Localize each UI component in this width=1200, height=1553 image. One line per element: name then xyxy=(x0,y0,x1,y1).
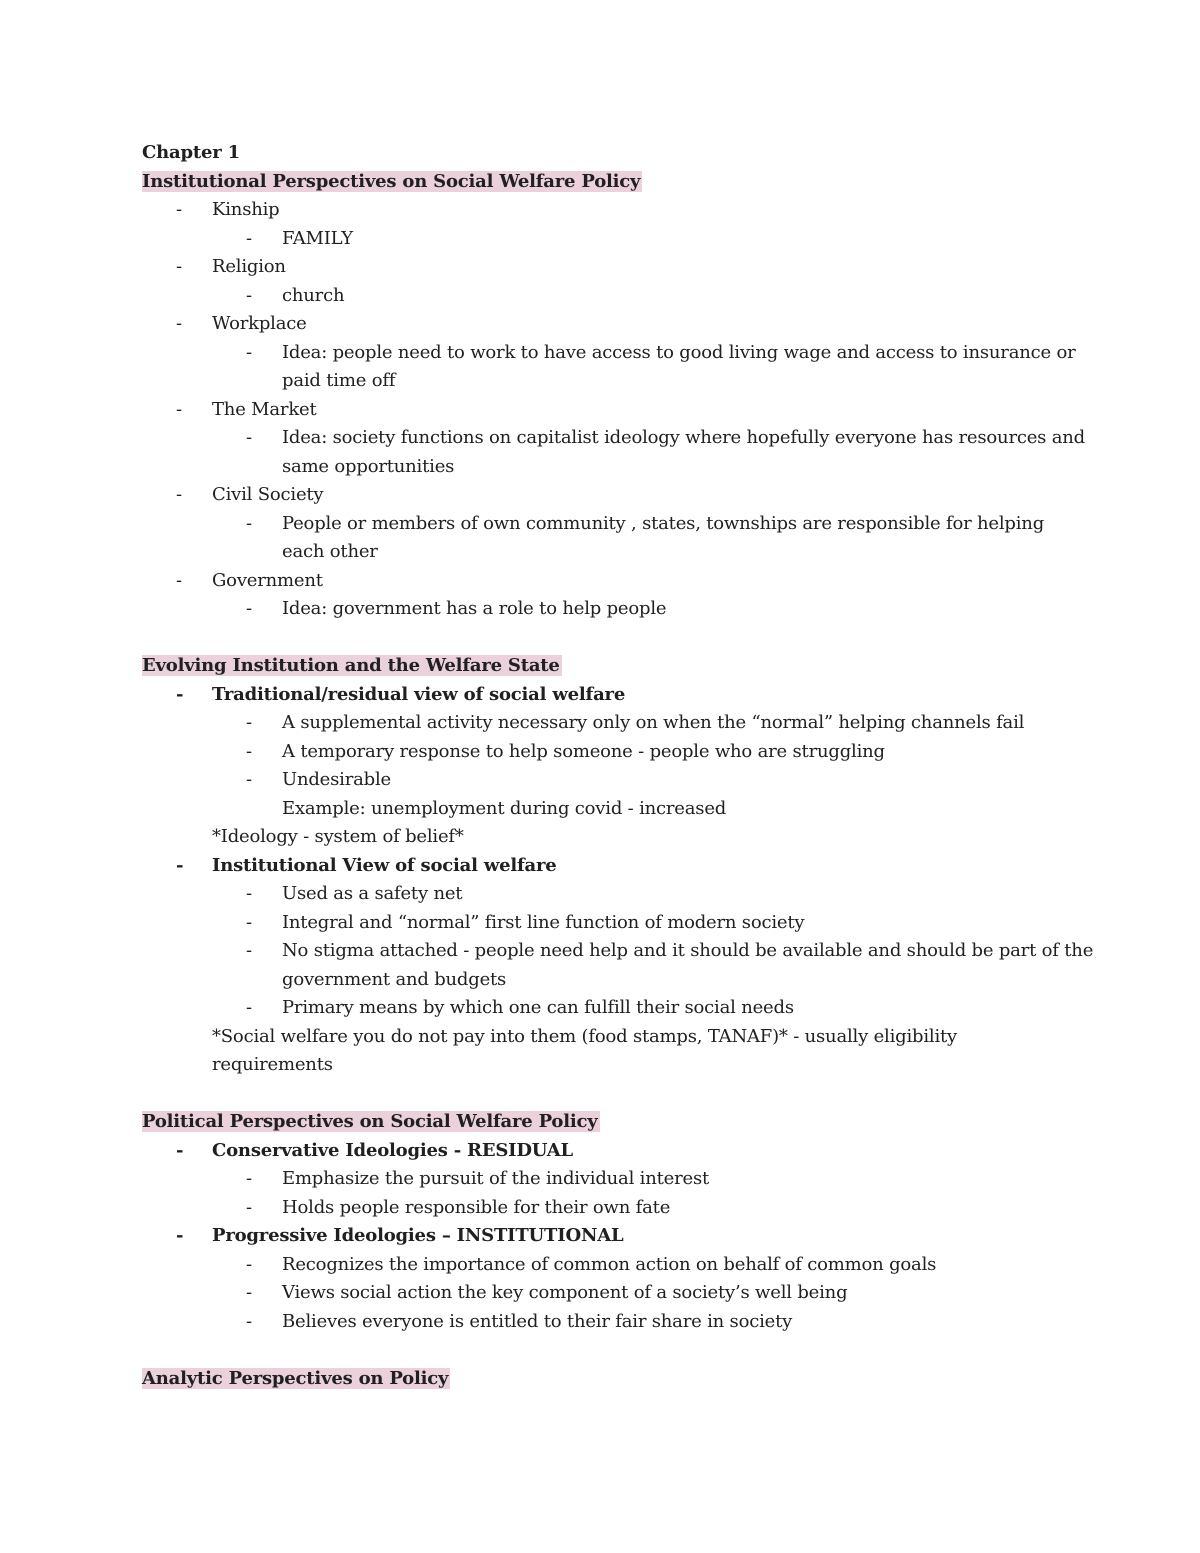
list-item-prog-1 xyxy=(142,1251,1082,1280)
bullet-dash: - xyxy=(176,569,182,591)
bullet-dash: - xyxy=(246,227,252,249)
list-item-inst-1 xyxy=(142,880,1082,909)
list-item-continuation xyxy=(142,367,1082,396)
bullet-dash: - xyxy=(246,427,252,448)
bullet-dash: - xyxy=(246,598,252,619)
list-item-cons-1 xyxy=(142,1165,1082,1194)
list-item-text: Traditional/residual view of social welfare xyxy=(212,683,626,705)
section-heading-political xyxy=(142,1108,1082,1137)
list-item-text: Kinship xyxy=(212,199,280,220)
list-item-text: Civil Society xyxy=(212,484,324,505)
list-item-residual-view xyxy=(142,681,1082,710)
list-item-text: Workplace xyxy=(212,313,307,334)
bullet-dash: - xyxy=(176,484,182,505)
list-item-conservative xyxy=(142,1137,1082,1166)
bullet-dash: - xyxy=(246,1282,252,1303)
list-item-civil-idea xyxy=(142,510,1082,539)
list-item-text: Emphasize the pursuit of the individual interest xyxy=(282,1168,710,1189)
bullet-dash: - xyxy=(176,398,182,420)
paragraph-gap xyxy=(142,1336,1082,1365)
bullet-dash: - xyxy=(246,1168,252,1189)
list-item-market xyxy=(142,396,1082,425)
bullet-dash: - xyxy=(176,199,182,220)
bullet-dash: - xyxy=(246,341,252,363)
list-item-text: Example: unemployment during covid - increased xyxy=(282,797,727,819)
list-item-residual-2 xyxy=(142,738,1082,767)
bullet-dash: - xyxy=(176,683,184,705)
paragraph-gap xyxy=(142,624,1082,653)
list-item-text: Used as a safety net xyxy=(282,883,463,904)
list-item-text: Institutional View of social welfare xyxy=(212,854,557,876)
bullet-dash: - xyxy=(246,1310,252,1332)
list-item-kinship xyxy=(142,196,1082,225)
paragraph-gap xyxy=(142,1080,1082,1109)
section-heading-analytic xyxy=(142,1365,1082,1394)
list-item-prog-2 xyxy=(142,1279,1082,1308)
bullet-dash: - xyxy=(246,512,252,534)
list-item-text: A supplemental activity necessary only on when the “normal” helping channels fail xyxy=(282,712,1025,733)
chapter-title-text: Chapter 1 xyxy=(142,142,240,163)
list-item-civil-society xyxy=(142,481,1082,510)
note-text: *Ideology - system of belief* xyxy=(212,826,464,847)
bullet-dash: - xyxy=(246,911,252,933)
list-item-text: Believes everyone is entitled to their fair share in society xyxy=(282,1310,793,1332)
list-item-text: Idea: society functions on capitalist ideology where hopefully everyone has resources and xyxy=(282,427,1085,448)
list-item-text: Religion xyxy=(212,256,286,277)
list-item-text: Recognizes the importance of common action on behalf of common goals xyxy=(282,1253,937,1275)
chapter-title xyxy=(142,139,1082,168)
bullet-dash: - xyxy=(246,997,252,1018)
list-item-continuation xyxy=(142,538,1082,567)
note-continuation xyxy=(142,1051,1082,1080)
bullet-dash: - xyxy=(246,284,252,306)
bullet-dash: - xyxy=(246,1253,252,1275)
note-ideology xyxy=(142,823,1082,852)
list-item-cons-2 xyxy=(142,1194,1082,1223)
list-item-prog-3 xyxy=(142,1308,1082,1337)
bullet-dash: - xyxy=(176,1139,184,1161)
note-text: requirements xyxy=(212,1054,333,1075)
bullet-dash: - xyxy=(246,769,252,790)
list-item-inst-2 xyxy=(142,909,1082,938)
bullet-dash: - xyxy=(246,940,252,961)
heading-highlight: Institutional Perspectives on Social Welfare Policy xyxy=(142,170,641,192)
list-item-text: Integral and “normal” first line function of modern society xyxy=(282,911,805,933)
bullet-dash: - xyxy=(246,883,252,904)
list-item-text: Progressive Ideologies – INSTITUTIONAL xyxy=(212,1225,624,1246)
bullet-dash: - xyxy=(246,1196,252,1218)
list-item-institutional-view xyxy=(142,852,1082,881)
list-item-text: each other xyxy=(282,541,378,562)
list-item-text: government and budgets xyxy=(282,968,507,990)
list-item-continuation xyxy=(142,966,1082,995)
bullet-dash: - xyxy=(176,854,184,876)
list-item-residual-1 xyxy=(142,709,1082,738)
list-item-continuation xyxy=(142,453,1082,482)
bullet-dash: - xyxy=(176,256,182,277)
note-text: *Social welfare you do not pay into them (food stamps, TANAF)* - usually eligibility xyxy=(212,1025,958,1047)
list-item-text: Views social action the key component of a society’s well being xyxy=(282,1282,848,1303)
list-item-text: same opportunities xyxy=(282,455,455,477)
list-item-market-idea xyxy=(142,424,1085,453)
section-heading-evolving xyxy=(142,652,1082,681)
list-item-inst-4 xyxy=(142,994,1082,1023)
list-item-workplace xyxy=(142,310,1082,339)
list-item-religion xyxy=(142,253,1082,282)
list-item-residual-3 xyxy=(142,766,1082,795)
list-item-workplace-idea xyxy=(142,339,1082,368)
list-item-text: Conservative Ideologies - RESIDUAL xyxy=(212,1139,573,1161)
bullet-dash: - xyxy=(246,712,252,733)
section-heading-institutional xyxy=(142,168,1082,197)
heading-highlight: Political Perspectives on Social Welfare Policy xyxy=(142,1111,598,1132)
list-item-text: church xyxy=(282,284,345,306)
list-item-text: Idea: government has a role to help people xyxy=(282,598,667,619)
note-social-welfare xyxy=(142,1023,1082,1052)
heading-highlight: Evolving Institution and the Welfare State xyxy=(142,655,560,676)
list-item-text: A temporary response to help someone - people who are struggling xyxy=(282,740,885,762)
list-item-text: The Market xyxy=(212,398,317,420)
list-item-government-idea xyxy=(142,595,1082,624)
list-item-text: FAMILY xyxy=(282,227,353,249)
list-item-text: paid time off xyxy=(282,370,396,391)
list-item-family xyxy=(142,225,1082,254)
list-item-government xyxy=(142,567,1082,596)
list-item-text: Holds people responsible for their own fate xyxy=(282,1196,671,1218)
list-item-church xyxy=(142,282,1082,311)
list-item-text: People or members of own community , states, townships are responsible for helping xyxy=(282,512,1045,534)
list-item-text: No stigma attached - people need help and it should be available and should be part of the xyxy=(282,940,1094,961)
list-item-inst-3 xyxy=(142,937,1094,966)
document-page xyxy=(142,139,1094,1393)
bullet-dash: - xyxy=(176,1225,184,1246)
list-item-text: Undesirable xyxy=(282,769,391,790)
list-item-text: Government xyxy=(212,569,323,591)
heading-highlight: Analytic Perspectives on Policy xyxy=(142,1367,449,1389)
bullet-dash: - xyxy=(246,740,252,762)
list-item-example xyxy=(142,795,1082,824)
bullet-dash: - xyxy=(176,313,182,334)
list-item-progressive xyxy=(142,1222,1082,1251)
list-item-text: Primary means by which one can fulfill their social needs xyxy=(282,997,794,1018)
list-item-text: Idea: people need to work to have access to good living wage and access to insurance or xyxy=(282,341,1076,363)
